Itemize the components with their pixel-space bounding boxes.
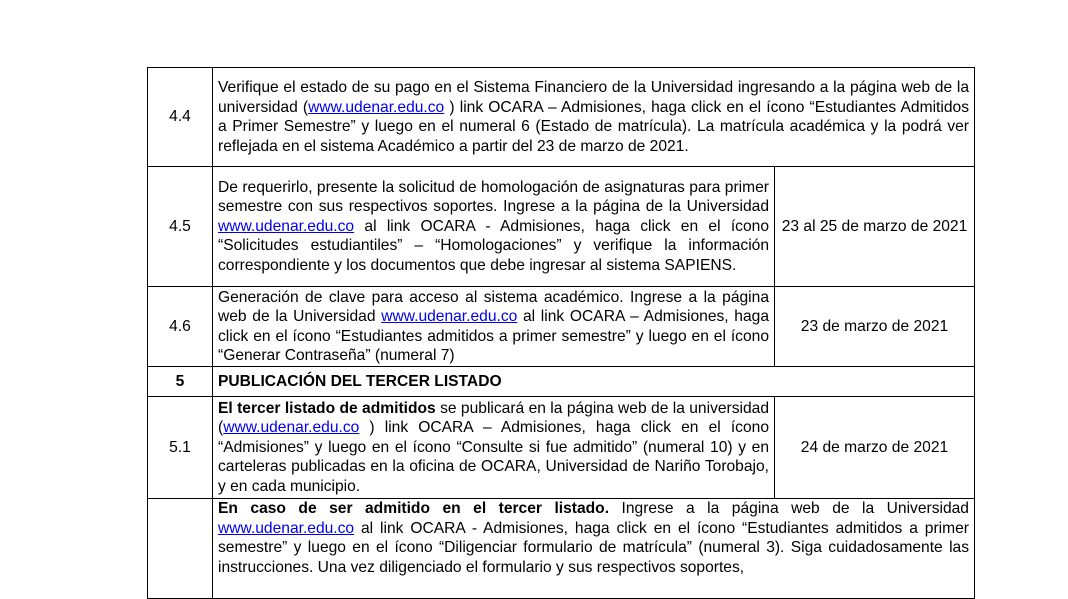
row-number: 5.1 (148, 397, 213, 499)
row-number: 4.5 (148, 167, 213, 287)
row-number: 4.6 (148, 287, 213, 367)
description-bold-text: En caso de ser admitido en el tercer listado. (218, 500, 610, 517)
row-date: 23 de marzo de 2021 (775, 287, 975, 367)
section-title: PUBLICACIÓN DEL TERCER LISTADO (213, 367, 975, 397)
udenar-link[interactable]: www.udenar.edu.co (223, 419, 360, 437)
row-description (213, 397, 775, 499)
udenar-link[interactable]: www.udenar.edu.co (218, 519, 355, 537)
row-date: 24 de marzo de 2021 (775, 397, 975, 499)
description-text: al link OCARA - Admisiones, haga click en el ícono “Estudiantes admitidos a primer semestre” y luego en el ícono “Diligenciar formulario de matrícula” (numeral 3). Siga cuidadosamente las instrucciones. Una vez diligenciado el formulario y sus respectivos soportes, (218, 519, 969, 576)
udenar-link[interactable]: www.udenar.edu.co (308, 98, 445, 116)
table-row-5-heading (148, 367, 975, 397)
description-text: De requerirlo, presente la solicitud de homologación de asignaturas para primer semestre con sus respectivos soportes. Ingrese a la página de la Universidad (218, 178, 769, 216)
description-text: ) link OCARA – Admisiones, haga click en el ícono “Admisiones” y luego en el ícono “Consulte si fue admitido” (numeral 10) y en carteleras publicadas en la oficina de OCARA, Universidad de Nariño Torobajo, y en cada municipio. (218, 419, 769, 495)
section-number: 5 (148, 367, 213, 397)
row-date: 23 al 25 de marzo de 2021 (775, 167, 975, 287)
description-text: al link OCARA – Admisiones, haga click en el ícono “Estudiantes admitidos a primer semestre” y luego en el ícono “Generar Contraseña” (numeral 7) (218, 308, 769, 364)
row-description (213, 68, 975, 167)
description-text: Verifique el estado de su pago en el Sistema Financiero de la Universidad ingresando a la página web de la universidad ( (218, 79, 969, 116)
row-number: 4.4 (148, 68, 213, 167)
udenar-link[interactable]: www.udenar.edu.co (218, 217, 355, 235)
description-text: al link OCARA - Admisiones, haga click en el ícono “Solicitudes estudiantiles” – “Homologaciones” y verifique la información correspondiente y los documentos que debe ingresar al sistema SAPIENS. (218, 217, 769, 274)
row-description (213, 167, 775, 287)
udenar-link[interactable]: www.udenar.edu.co (381, 308, 518, 325)
row-description (213, 287, 775, 367)
description-text: Ingrese a la página web de la Universidad (609, 500, 969, 517)
table-row-4-6 (148, 287, 975, 367)
description-bold-text: El tercer listado de admitidos (218, 399, 436, 417)
table-row-4-5 (148, 167, 975, 287)
table-row-5-2 (148, 499, 975, 599)
description-text: se publicará en la página web de la universidad ( (218, 399, 770, 437)
row-number (148, 499, 213, 599)
schedule-table (147, 67, 975, 599)
row-description (213, 499, 975, 599)
description-text: ) link OCARA – Admisiones, haga click en el ícono “Estudiantes Admitidos a Primer Semestre” y luego en el numeral 6 (Estado de matrícula). La matrícula académica y la podrá ver reflejada en el sistema Académico a partir del 23 de marzo de 2021. (218, 98, 969, 155)
description-text: Generación de clave para acceso al sistema académico. Ingrese a la página web de la Universidad (218, 288, 769, 325)
table-row-4-4 (148, 68, 975, 167)
table-row-5-1 (148, 397, 975, 499)
